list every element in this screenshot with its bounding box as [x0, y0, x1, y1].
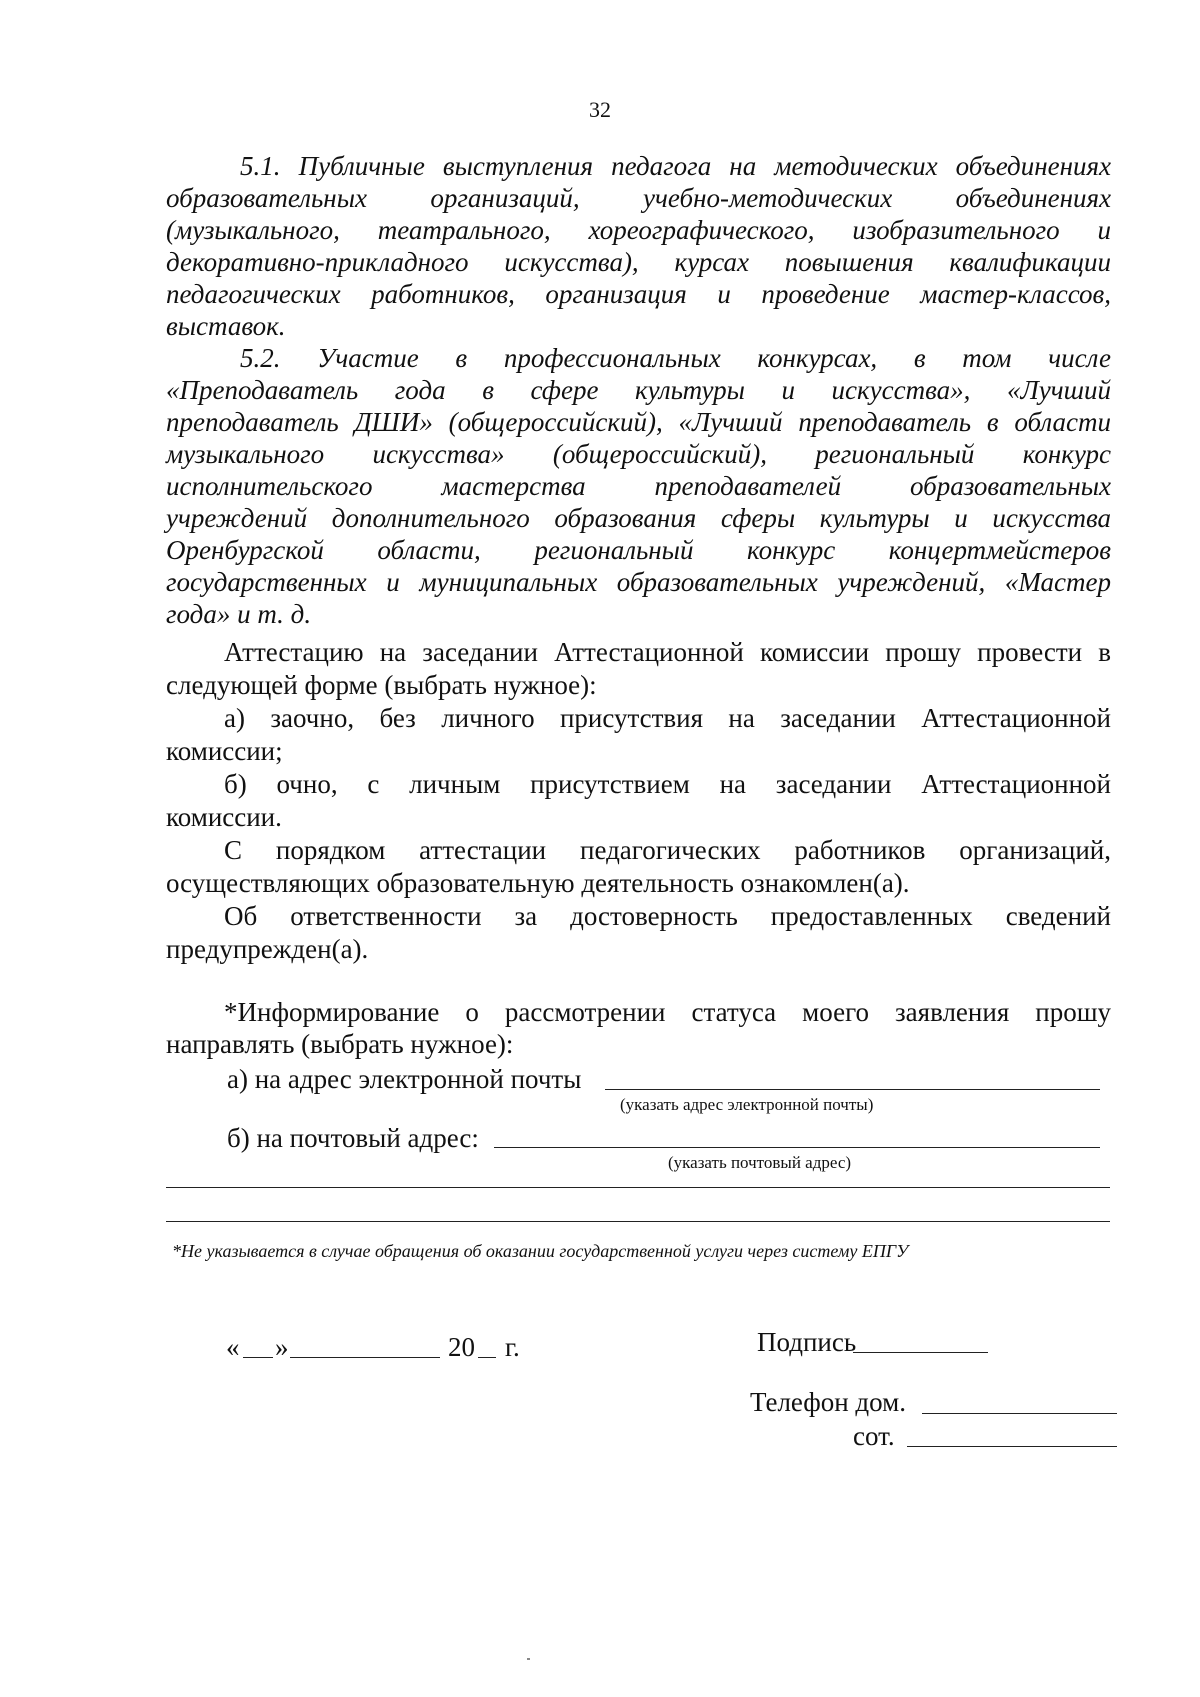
option-in-person: б) очно, с личным присутствием на заседании Аттестационной	[224, 769, 1111, 799]
postal-label: б) на почтовый адрес:	[227, 1123, 479, 1153]
section-5-2-line: 5.2. Участие в профессиональных конкурсах, в том числе	[240, 343, 1111, 373]
attestation-text	[166, 636, 1111, 966]
section-5-1	[166, 150, 1111, 342]
home-phone-field[interactable]	[922, 1413, 1117, 1414]
section-5-2-line: учреждений дополнительного образования сферы культуры и искусства	[166, 503, 1111, 533]
attestation-line: Об ответственности за достоверность предоставленных сведений	[224, 901, 1111, 931]
section-5-2-line: «Преподаватель года в сфере культуры и искусства», «Лучший	[166, 375, 1111, 405]
attestation-line: осуществляющих образовательную деятельность ознакомлен(а).	[166, 868, 910, 898]
mobile-phone-field[interactable]	[907, 1446, 1117, 1447]
attestation-line: предупрежден(а).	[166, 934, 369, 964]
section-5-2-line: преподаватель ДШИ» (общероссийский), «Лучший преподаватель в области	[166, 407, 1111, 437]
date-year-suffix: г.	[505, 1332, 520, 1362]
section-5-1-line: 5.1. Публичные выступления педагога на методических объединениях	[240, 151, 1111, 181]
date-day-field[interactable]	[243, 1357, 273, 1358]
option-absentia: а) заочно, без личного присутствия на заседании Аттестационной	[224, 703, 1111, 733]
email-field[interactable]	[605, 1089, 1100, 1090]
email-caption: (указать адрес электронной почты)	[620, 1095, 874, 1114]
scan-speck	[527, 1658, 530, 1660]
section-5-2-line: Оренбургской области, региональный конкурс концертмейстеров	[166, 535, 1111, 565]
signature-label: Подпись	[757, 1327, 857, 1357]
footnote: *Не указывается в случае обращения об оказании государственной услуги через систему ЕПГУ	[172, 1241, 909, 1261]
postal-address-field[interactable]	[494, 1147, 1100, 1148]
attestation-line: следующей форме (выбрать нужное):	[166, 670, 597, 700]
date-year-prefix: 20	[448, 1332, 475, 1362]
page-number: 32	[589, 97, 611, 122]
section-5-2-line: года» и т. д.	[166, 599, 312, 629]
section-5-1-line: (музыкального, театрального, хореографического, изобразительного и	[166, 215, 1111, 245]
informing-line: направлять (выбрать нужное):	[166, 1029, 514, 1059]
date-open-quote: «	[226, 1332, 240, 1362]
attestation-line: комиссии.	[166, 802, 282, 832]
attestation-line: С порядком аттестации педагогических работников организаций,	[224, 835, 1111, 865]
postal-caption: (указать почтовый адрес)	[668, 1153, 852, 1172]
attestation-line: комиссии;	[166, 736, 283, 766]
attestation-line: Аттестацию на заседании Аттестационной комиссии прошу провести в	[224, 637, 1111, 667]
postal-address-line-2[interactable]	[166, 1187, 1110, 1188]
section-5-2-line: исполнительского мастерства преподавателей образовательных	[166, 471, 1111, 501]
email-label: а) на адрес электронной почты	[227, 1064, 582, 1094]
postal-address-line-3[interactable]	[166, 1221, 1110, 1222]
informing-text	[166, 996, 1111, 1060]
signature-field[interactable]	[853, 1352, 988, 1353]
date-year-field[interactable]	[478, 1357, 496, 1358]
section-5-1-line: педагогических работников, организация и проведение мастер-классов,	[166, 279, 1111, 309]
mobile-phone-label: сот.	[853, 1421, 895, 1451]
section-5-1-line: образовательных организаций, учебно-методических объединениях	[166, 183, 1111, 213]
section-5-2	[166, 342, 1111, 630]
section-5-2-line: государственных и муниципальных образовательных учреждений, «Мастер	[166, 567, 1111, 597]
date-close-quote: »	[275, 1332, 289, 1362]
informing-line: *Информирование о рассмотрении статуса моего заявления прошу	[224, 997, 1111, 1027]
section-5-2-line: музыкального искусства» (общероссийский), региональный конкурс	[166, 439, 1111, 469]
date-month-field[interactable]	[290, 1357, 440, 1358]
section-5-1-line: выставок.	[166, 311, 286, 341]
home-phone-label: Телефон дом.	[750, 1387, 906, 1417]
section-5-1-line: декоративно-прикладного искусства), курсах повышения квалификации	[166, 247, 1111, 277]
